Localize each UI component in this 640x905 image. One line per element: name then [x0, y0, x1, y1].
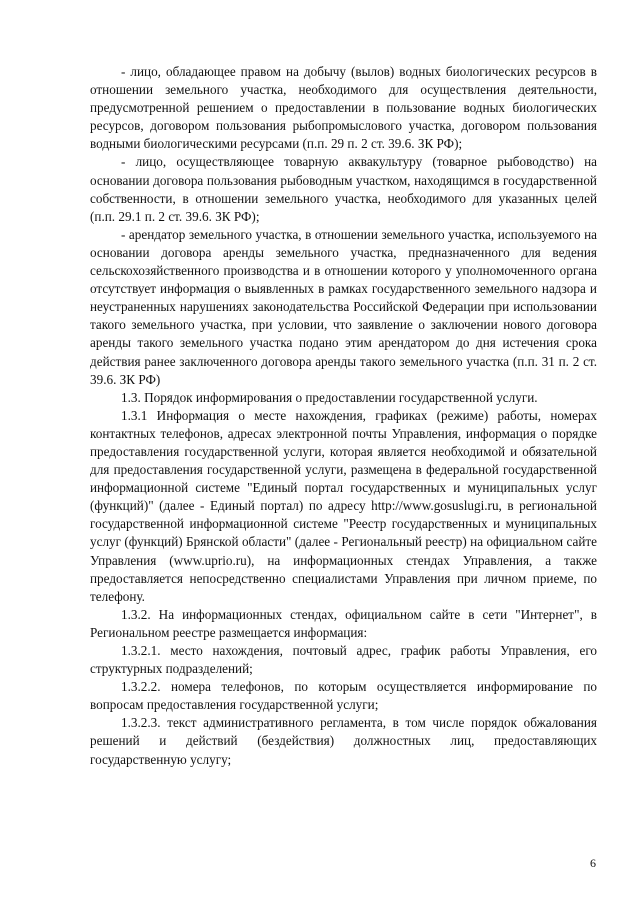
paragraph-1-3-2-3: 1.3.2.3. текст административного регламента, в том числе порядок обжалования решений и действий (бездействия) должностных лиц, предоставляющих государственную услугу; — [90, 715, 597, 767]
page-number: 6 — [590, 856, 596, 870]
paragraph-tenant: - арендатор земельного участка, в отношении земельного участка, используемого на основании договора аренды земельного участка, предназначенного для ведения сельскохозяйственного производства и в отношении которого у уполномоченного органа отсутствует информация о выявленных в рамках государственного земельного надзора и неустраненных нарушениях законодательства Российской Федерации при использовании такого земельного участка, при условии, что заявление о заключении нового договора аренды такого земельного участка подано этим арендатором до дня истечения срока действия ранее заключенного договора аренды такого земельного участка (п.п. 31 п. 2 ст. 39.6. ЗК РФ) — [90, 226, 597, 387]
document-page — [90, 63, 597, 769]
paragraph-1-3-2-1: 1.3.2.1. место нахождения, почтовый адрес, график работы Управления, его структурных подразделений; — [90, 643, 597, 677]
paragraph-fishing-rights: - лицо, обладающее правом на добычу (вылов) водных биологических ресурсов в отношении земельного участка, необходимого для осуществления деятельности, предусмотренной решением о предоставлении в пользование водных биологических ресурсов, договором пользования рыбопромыслового участка, договором пользования водными биологическими ресурсами (п.п. 29 п. 2 ст. 39.6. ЗК РФ); — [90, 64, 597, 152]
paragraph-1-3-2: 1.3.2. На информационных стендах, официальном сайте в сети "Интернет", в Региональном реестре размещается информация: — [90, 606, 597, 640]
section-heading-1-3: 1.3. Порядок информирования о предоставлении государственной услуги. — [121, 389, 538, 405]
paragraph-1-3-2-2: 1.3.2.2. номера телефонов, по которым осуществляется информирование по вопросам предоставления государственной услуги; — [90, 679, 597, 713]
paragraph-1-3-1: 1.3.1 Информация о месте нахождения, графиках (режиме) работы, номерах контактных телефонов, адресах электронной почты Управления, информация о порядке предоставления государственной услуги, которая является необходимой и обязательной для предоставления государственной услуги, размещена в федеральной государственной информационной системе "Единый портал государственных и муниципальных услуг (функций)" (далее - Единый портал) по адресу http://www.gosuslugi.ru, в региональной государственной информационной системе "Реестр государственных и муниципальных услуг (функций) Брянской области" (далее - Региональный реестр) на официальном сайте Управления (www.uprio.ru), на информационных стендах Управления, а также предоставляется непосредственно специалистами Управления при личном приеме, по телефону. — [90, 407, 597, 604]
paragraph-aquaculture: - лицо, осуществляющее товарную аквакультуру (товарное рыбоводство) на основании договора пользования рыбоводным участком, находящимся в государственной собственности, в отношении земельного участка, необходимого для указанных целей (п.п. 29.1 п. 2 ст. 39.6. ЗК РФ); — [90, 154, 597, 224]
